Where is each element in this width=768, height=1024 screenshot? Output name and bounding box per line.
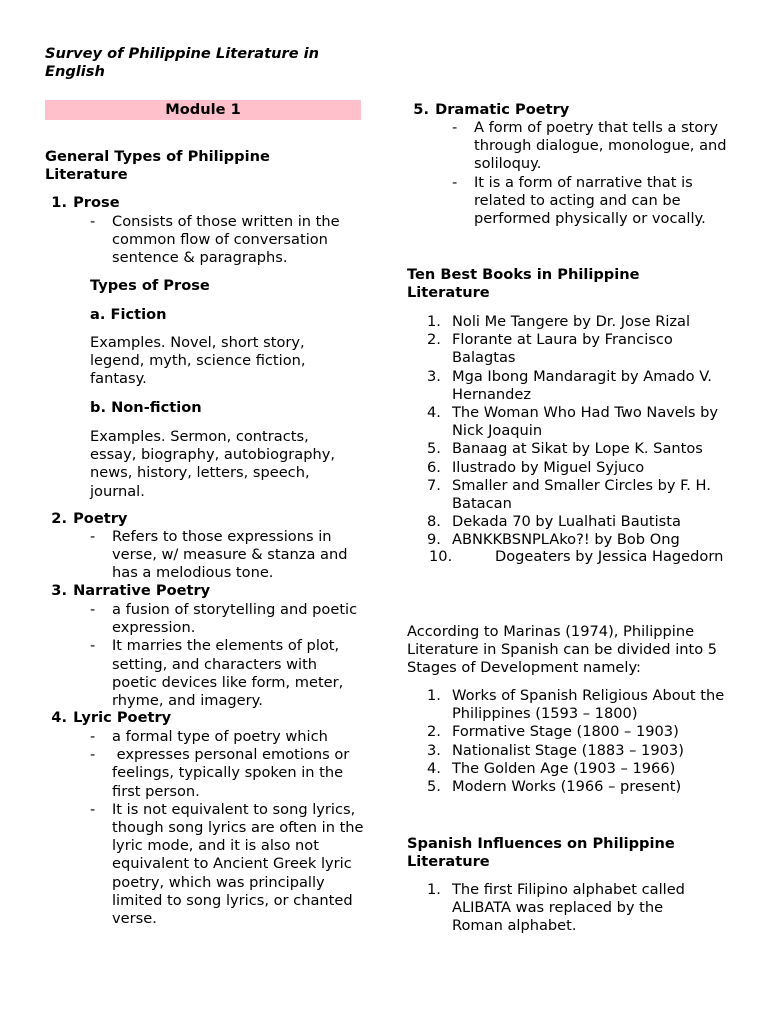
stage-item xyxy=(407,723,733,741)
dramatic-poetry-heading xyxy=(407,101,569,119)
book-item xyxy=(407,404,733,440)
section-title-general-types: General Types of Philippine Literature xyxy=(45,148,270,184)
lyric-item xyxy=(90,746,364,801)
poetry-item xyxy=(90,528,360,583)
prose-desc-item xyxy=(90,213,360,268)
module-heading: Module 1 xyxy=(45,100,361,120)
stage-item xyxy=(407,760,733,778)
book-title: Dogeaters by Jessica Hagedorn xyxy=(495,548,724,565)
book-item xyxy=(407,459,733,477)
stage-item-text: Nationalist Stage (1883 – 1903) xyxy=(452,741,684,759)
book-item xyxy=(407,331,733,367)
book-item-10 xyxy=(407,548,733,566)
lyric-item xyxy=(90,728,364,746)
book-item-number: 1. xyxy=(427,313,441,330)
prose-number: 1. xyxy=(51,194,67,211)
marinas-intro: According to Marinas (1974), Philippine Literature in Spanish can be divided into 5 Stages of Development namely: xyxy=(407,623,718,677)
book-item-number: 6. xyxy=(427,458,441,476)
fiction-heading: a. Fiction xyxy=(90,306,167,323)
fiction-examples: Examples. Novel, short story, legend, myth, science fiction, fantasy. xyxy=(90,334,306,388)
poetry-number: 2. xyxy=(51,510,67,527)
dash-bullet: - xyxy=(90,601,96,618)
prose-label: Prose xyxy=(73,194,120,211)
books-list xyxy=(407,313,733,550)
spanish-influences-list xyxy=(407,881,707,936)
dramatic-item-text: A form of poetry that tells a story through dialogue, monologue, and soliloquy. xyxy=(474,119,727,173)
narrative-list xyxy=(90,601,362,710)
book-item-number: 5. xyxy=(427,440,441,458)
book-item-text: Banaag at Sikat by Lope K. Santos xyxy=(452,440,703,458)
lyric-list xyxy=(90,728,364,928)
book-item-number: 3. xyxy=(427,367,441,385)
types-of-prose-heading: Types of Prose xyxy=(90,277,210,294)
book-item xyxy=(407,368,733,404)
dash-bullet: - xyxy=(452,173,458,191)
book-item-text: Dekada 70 by Lualhati Bautista xyxy=(452,513,681,531)
stage-item-text: The Golden Age (1903 – 1966) xyxy=(452,759,676,777)
narrative-item-text: a fusion of storytelling and poetic expression. xyxy=(112,601,358,637)
book-item-number: 8. xyxy=(427,513,441,531)
section-title-ten-best-books: Ten Best Books in Philippine Literature xyxy=(407,266,640,302)
lyric-item-text: It is not equivalent to song lyrics, though song lyrics are often in the lyric mode, and it is also not equivalent to Ancient Greek lyric poetry, which was principally limited to song lyrics, or chanted verse. xyxy=(112,800,364,928)
stage-item-number: 5. xyxy=(427,778,441,796)
dramatic-number: 5. xyxy=(413,101,429,118)
dash-bullet: - xyxy=(452,119,458,136)
stage-item-number: 2. xyxy=(427,723,441,741)
dash-bullet: - xyxy=(90,213,96,230)
nonfiction-examples: Examples. Sermon, contracts, essay, biography, autobiography, news, history, letters, speech, journal. xyxy=(90,428,336,500)
stage-item-text: Works of Spanish Religious About the Philippines (1593 – 1800) xyxy=(452,687,725,723)
book-item xyxy=(407,313,733,331)
dash-bullet: - xyxy=(90,528,96,545)
book-item xyxy=(407,513,733,531)
book-item xyxy=(407,440,733,458)
lyric-number: 4. xyxy=(51,709,67,726)
dash-bullet: - xyxy=(90,637,96,655)
book-item xyxy=(407,477,733,513)
dash-bullet: - xyxy=(90,728,96,745)
book-number: 10. xyxy=(429,548,453,565)
poetry-heading xyxy=(45,510,127,528)
prose-heading xyxy=(45,194,365,212)
stage-item-number: 4. xyxy=(427,759,441,777)
spanish-influence-item-number: 1. xyxy=(427,881,441,898)
spanish-influence-item-text: The first Filipino alphabet called ALIBATA was replaced by the Roman alphabet. xyxy=(452,881,685,935)
dramatic-item-text: It is a form of narrative that is related to acting and can be performed physically or vocally. xyxy=(474,173,706,228)
book-item-text: Florante at Laura by Francisco Balagtas xyxy=(452,331,673,367)
lyric-item-text: a formal type of poetry which xyxy=(112,728,328,745)
dash-bullet: - xyxy=(90,746,96,764)
narrative-item xyxy=(90,601,362,637)
lyric-item-text: expresses personal emotions or feelings, typically spoken in the first person. xyxy=(112,746,354,800)
book-item-text: Mga Ibong Mandaragit by Amado V. Hernandez xyxy=(452,367,712,403)
dramatic-item xyxy=(452,174,728,229)
narrative-item xyxy=(90,637,362,710)
stage-item xyxy=(407,778,733,796)
book-item-text: Noli Me Tangere by Dr. Jose Rizal xyxy=(452,313,691,330)
dash-bullet: - xyxy=(90,800,96,818)
lyric-poetry-heading xyxy=(45,709,171,727)
book-item-number: 2. xyxy=(427,331,441,349)
book-item-text: ABNKKBSNPLAko?! by Bob Ong xyxy=(452,531,680,549)
stage-item-text: Modern Works (1966 – present) xyxy=(452,778,682,796)
book-item-number: 4. xyxy=(427,404,441,422)
book-item xyxy=(407,531,733,549)
narrative-number: 3. xyxy=(51,582,67,599)
stages-list xyxy=(407,687,733,796)
narrative-item-text: It marries the elements of plot, setting, and characters with poetic devices like form, meter, rhyme, and imagery. xyxy=(112,637,344,710)
stage-item xyxy=(407,687,733,723)
poetry-desc: Refers to those expressions in verse, w/ measure & stanza and has a melodious tone. xyxy=(112,528,348,582)
poetry-label: Poetry xyxy=(73,510,128,527)
stage-item-number: 1. xyxy=(427,687,441,704)
stage-item-number: 3. xyxy=(427,741,441,759)
lyric-item xyxy=(90,801,364,928)
nonfiction-heading: b. Non-fiction xyxy=(90,399,202,416)
section-title-spanish-influences: Spanish Influences on Philippine Literature xyxy=(407,835,675,871)
stage-item-text: Formative Stage (1800 – 1903) xyxy=(452,723,679,741)
book-item-text: The Woman Who Had Two Navels by Nick Joaquin xyxy=(452,404,719,440)
narrative-label: Narrative Poetry xyxy=(73,582,211,599)
book-item-number: 7. xyxy=(427,476,441,494)
lyric-label: Lyric Poetry xyxy=(73,709,172,726)
dramatic-item xyxy=(452,119,728,174)
prose-desc: Consists of those written in the common flow of conversation sentence & paragraphs. xyxy=(112,213,340,267)
dramatic-list xyxy=(452,119,728,228)
spanish-influence-item xyxy=(407,881,707,936)
document-title: Survey of Philippine Literature in English xyxy=(45,45,320,81)
dramatic-label: Dramatic Poetry xyxy=(435,101,570,118)
book-item-text: Smaller and Smaller Circles by F. H. Batacan xyxy=(452,476,711,513)
narrative-poetry-heading xyxy=(45,582,210,600)
stage-item xyxy=(407,742,733,760)
book-item-text: Ilustrado by Miguel Syjuco xyxy=(452,458,645,476)
book-item-number: 9. xyxy=(427,531,441,549)
